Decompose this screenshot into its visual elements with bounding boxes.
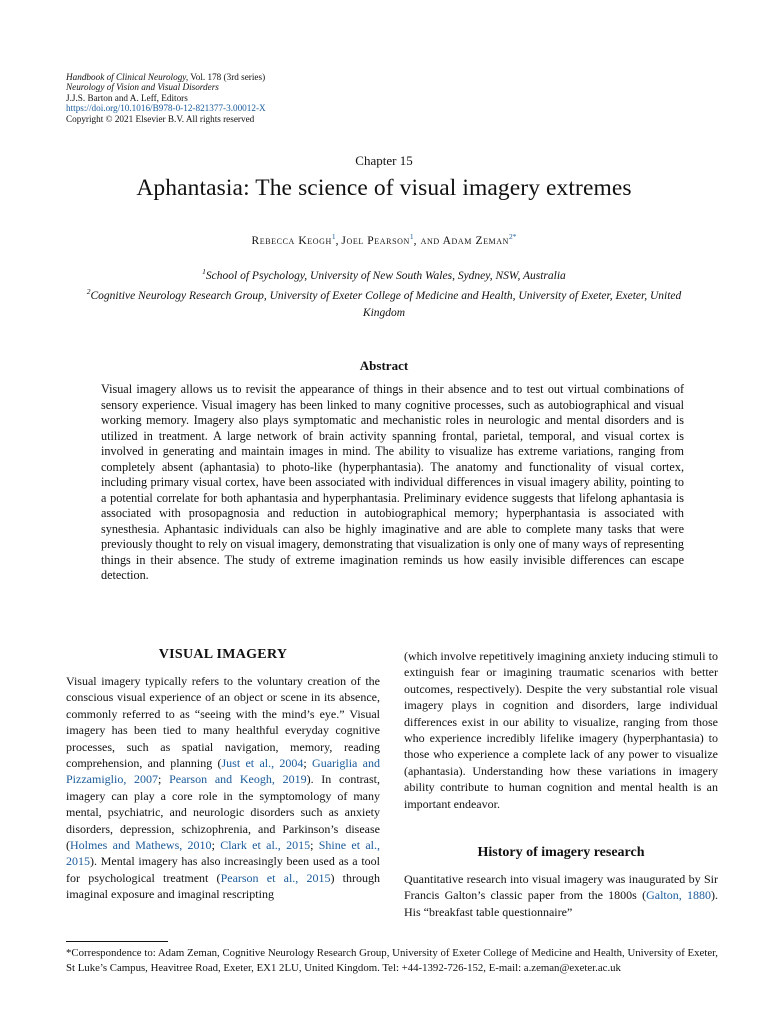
author-separator: , [335, 235, 342, 247]
body-paragraph [404, 871, 718, 920]
copyright: Copyright © 2021 Elsevier B.V. All rights reserved [66, 113, 255, 124]
citation-link[interactable]: Galton, 1880 [646, 888, 711, 903]
body-paragraph [66, 673, 380, 903]
affiliation-number: 1 [202, 267, 206, 277]
author-name: Joel Pearson [341, 235, 410, 247]
book-title: Neurology of Vision and Visual Disorders [66, 82, 219, 93]
citation-link[interactable]: Pearson and Keogh, 2019 [169, 772, 307, 787]
abstract-heading: Abstract [359, 358, 409, 373]
book-series: Handbook of Clinical Neurology, [66, 72, 189, 82]
subsection-heading: History of imagery research [477, 845, 645, 860]
author-name: Adam Zeman [442, 235, 510, 247]
citation-separator: ; [303, 756, 313, 771]
paragraph-text: ). Mental imagery has also increasingly been used as a tool for psychological treatment ( [66, 854, 380, 885]
affiliation-marker[interactable]: 2* [509, 232, 517, 242]
citation-link[interactable]: Clark et al., 2015 [220, 838, 311, 853]
footnote-divider [66, 941, 168, 942]
body-paragraph: (which involve repetitively imagining anxiety inducing stimuli to extinguish fear or imagining traumatic scenarios with better outcomes, respectively). Despite the very substantial role visual imagery plays in cognition and disorders, large individual differences exist in our ability to visualize, ranging from those who experience incredibly lifelike imagery (hyperphantasia) to those who experience a complete lack of any power to visualize (aphantasia). Understanding how these variations in imagery ability contribute to human cognition and mental health is an important endeavor. [404, 649, 718, 811]
affiliation-2 [70, 288, 698, 322]
author-separator: , and [413, 235, 443, 247]
author-name: Rebecca Keogh [251, 235, 332, 247]
chapter-number: Chapter 15 [355, 153, 413, 168]
affiliation-1 [70, 268, 698, 285]
paragraph-text: ). His “breakfast table questionnaire” [404, 888, 718, 919]
paragraph-text: Visual imagery typically refers to the voluntary creation of the conscious visual experience of an object or scene in its absence, commonly referred to as “seeing with the mind’s eye.” Visual imagery has been tied to many healthful everyday cognitive processes, such as spatial navigation, memory, reading comprehension, and planning ( [66, 674, 380, 771]
paragraph-text: ). In contrast, imagery can play a core role in the symptomology of many mental, psychiatric, and neurologic disorders such as anxiety disorders, depression, schizophrenia, and Parkinson’s disease ( [66, 772, 380, 853]
citation-link[interactable]: Holmes and Mathews, 2010 [70, 838, 212, 853]
paragraph-text: Quantitative research into visual imagery was inaugurated by Sir Francis Galton’s classic paper from the 1800s ( [404, 872, 718, 903]
affiliation-marker[interactable]: 1 [409, 232, 414, 242]
citation-link[interactable]: Just et al., 2004 [221, 756, 304, 771]
affiliation-marker[interactable]: 1 [331, 232, 336, 242]
affiliation-number: 2 [86, 287, 91, 297]
section-heading: VISUAL IMAGERY [158, 647, 288, 662]
publication-metadata [66, 72, 266, 124]
abstract-text: Visual imagery allows us to revisit the appearance of things in their absence and to test out virtual combinations of sensory experience. Visual imagery has been linked to many cognitive processes, such as autobiographical and visual working memory. Imagery also plays symptomatic and mechanistic roles in neurologic and mental disorders and is utilized in treatment. A large network of brain activity spanning frontal, parietal, temporal, and visual cortex is involved in generating and maintain images in mind. The ability to visualize has extreme variations, ranging from completely absent (aphantasia) to photo-like (hyperphantasia). The anatomy and functionality of visual cortex, including primary visual cortex, have been associated with individual differences in visual imagery ability, pointing to a potential correlate for both aphantasia and hyperphantasia. Preliminary evidence suggests that lifelong aphantasia is associated with prosopagnosia and reduction in autobiographical memory; hyperphantasia is associated with synesthesia. Aphantasic individuals can also be highly imaginative and are able to complete many tasks that were previously thought to rely on visual imagery, demonstrating that visualization is only one of many ways of representing things in their absence. The study of extreme imagination reminds us how easily invisible differences can escape detection. [101, 382, 684, 582]
paragraph-text: ) through imaginal exposure and imaginal rescripting [66, 870, 381, 902]
editors: J.J.S. Barton and A. Leff, Editors [66, 92, 188, 103]
correspondence-footnote: *Correspondence to: Adam Zeman, Cognitive Neurology Research Group, University of Exeter College of Medicine and Health, University of Exeter, St Luke’s Campus, Heavitree Road, Exeter, EX1 2LU, United Kingdom. Tel: +44-1392-726-152, E-mail: a.zeman@exeter.ac.uk [66, 947, 718, 975]
affiliation-text: School of Psychology, University of New South Wales, Sydney, NSW, Australia [205, 270, 566, 282]
book-volume: Vol. 178 (3rd series) [188, 72, 266, 82]
author-list [0, 232, 768, 247]
citation-separator: ; [310, 838, 319, 853]
doi-link[interactable]: https://doi.org/10.1016/B978-0-12-821377-3.00012-X [66, 103, 266, 114]
page-title: Aphantasia: The science of visual imagery extremes [136, 175, 632, 201]
affiliation-text: Cognitive Neurology Research Group, University of Exeter College of Medicine and Health, University of Exeter, Exeter, United Kingdom [90, 290, 682, 319]
citation-link[interactable]: Shine et al., 2015 [66, 838, 380, 869]
citation-link[interactable]: Guariglia and Pizzamiglio, 2007 [66, 756, 380, 787]
citation-separator: ; [211, 838, 221, 853]
citation-separator: ; [158, 772, 170, 787]
citation-link[interactable]: Pearson et al., 2015 [220, 870, 331, 885]
